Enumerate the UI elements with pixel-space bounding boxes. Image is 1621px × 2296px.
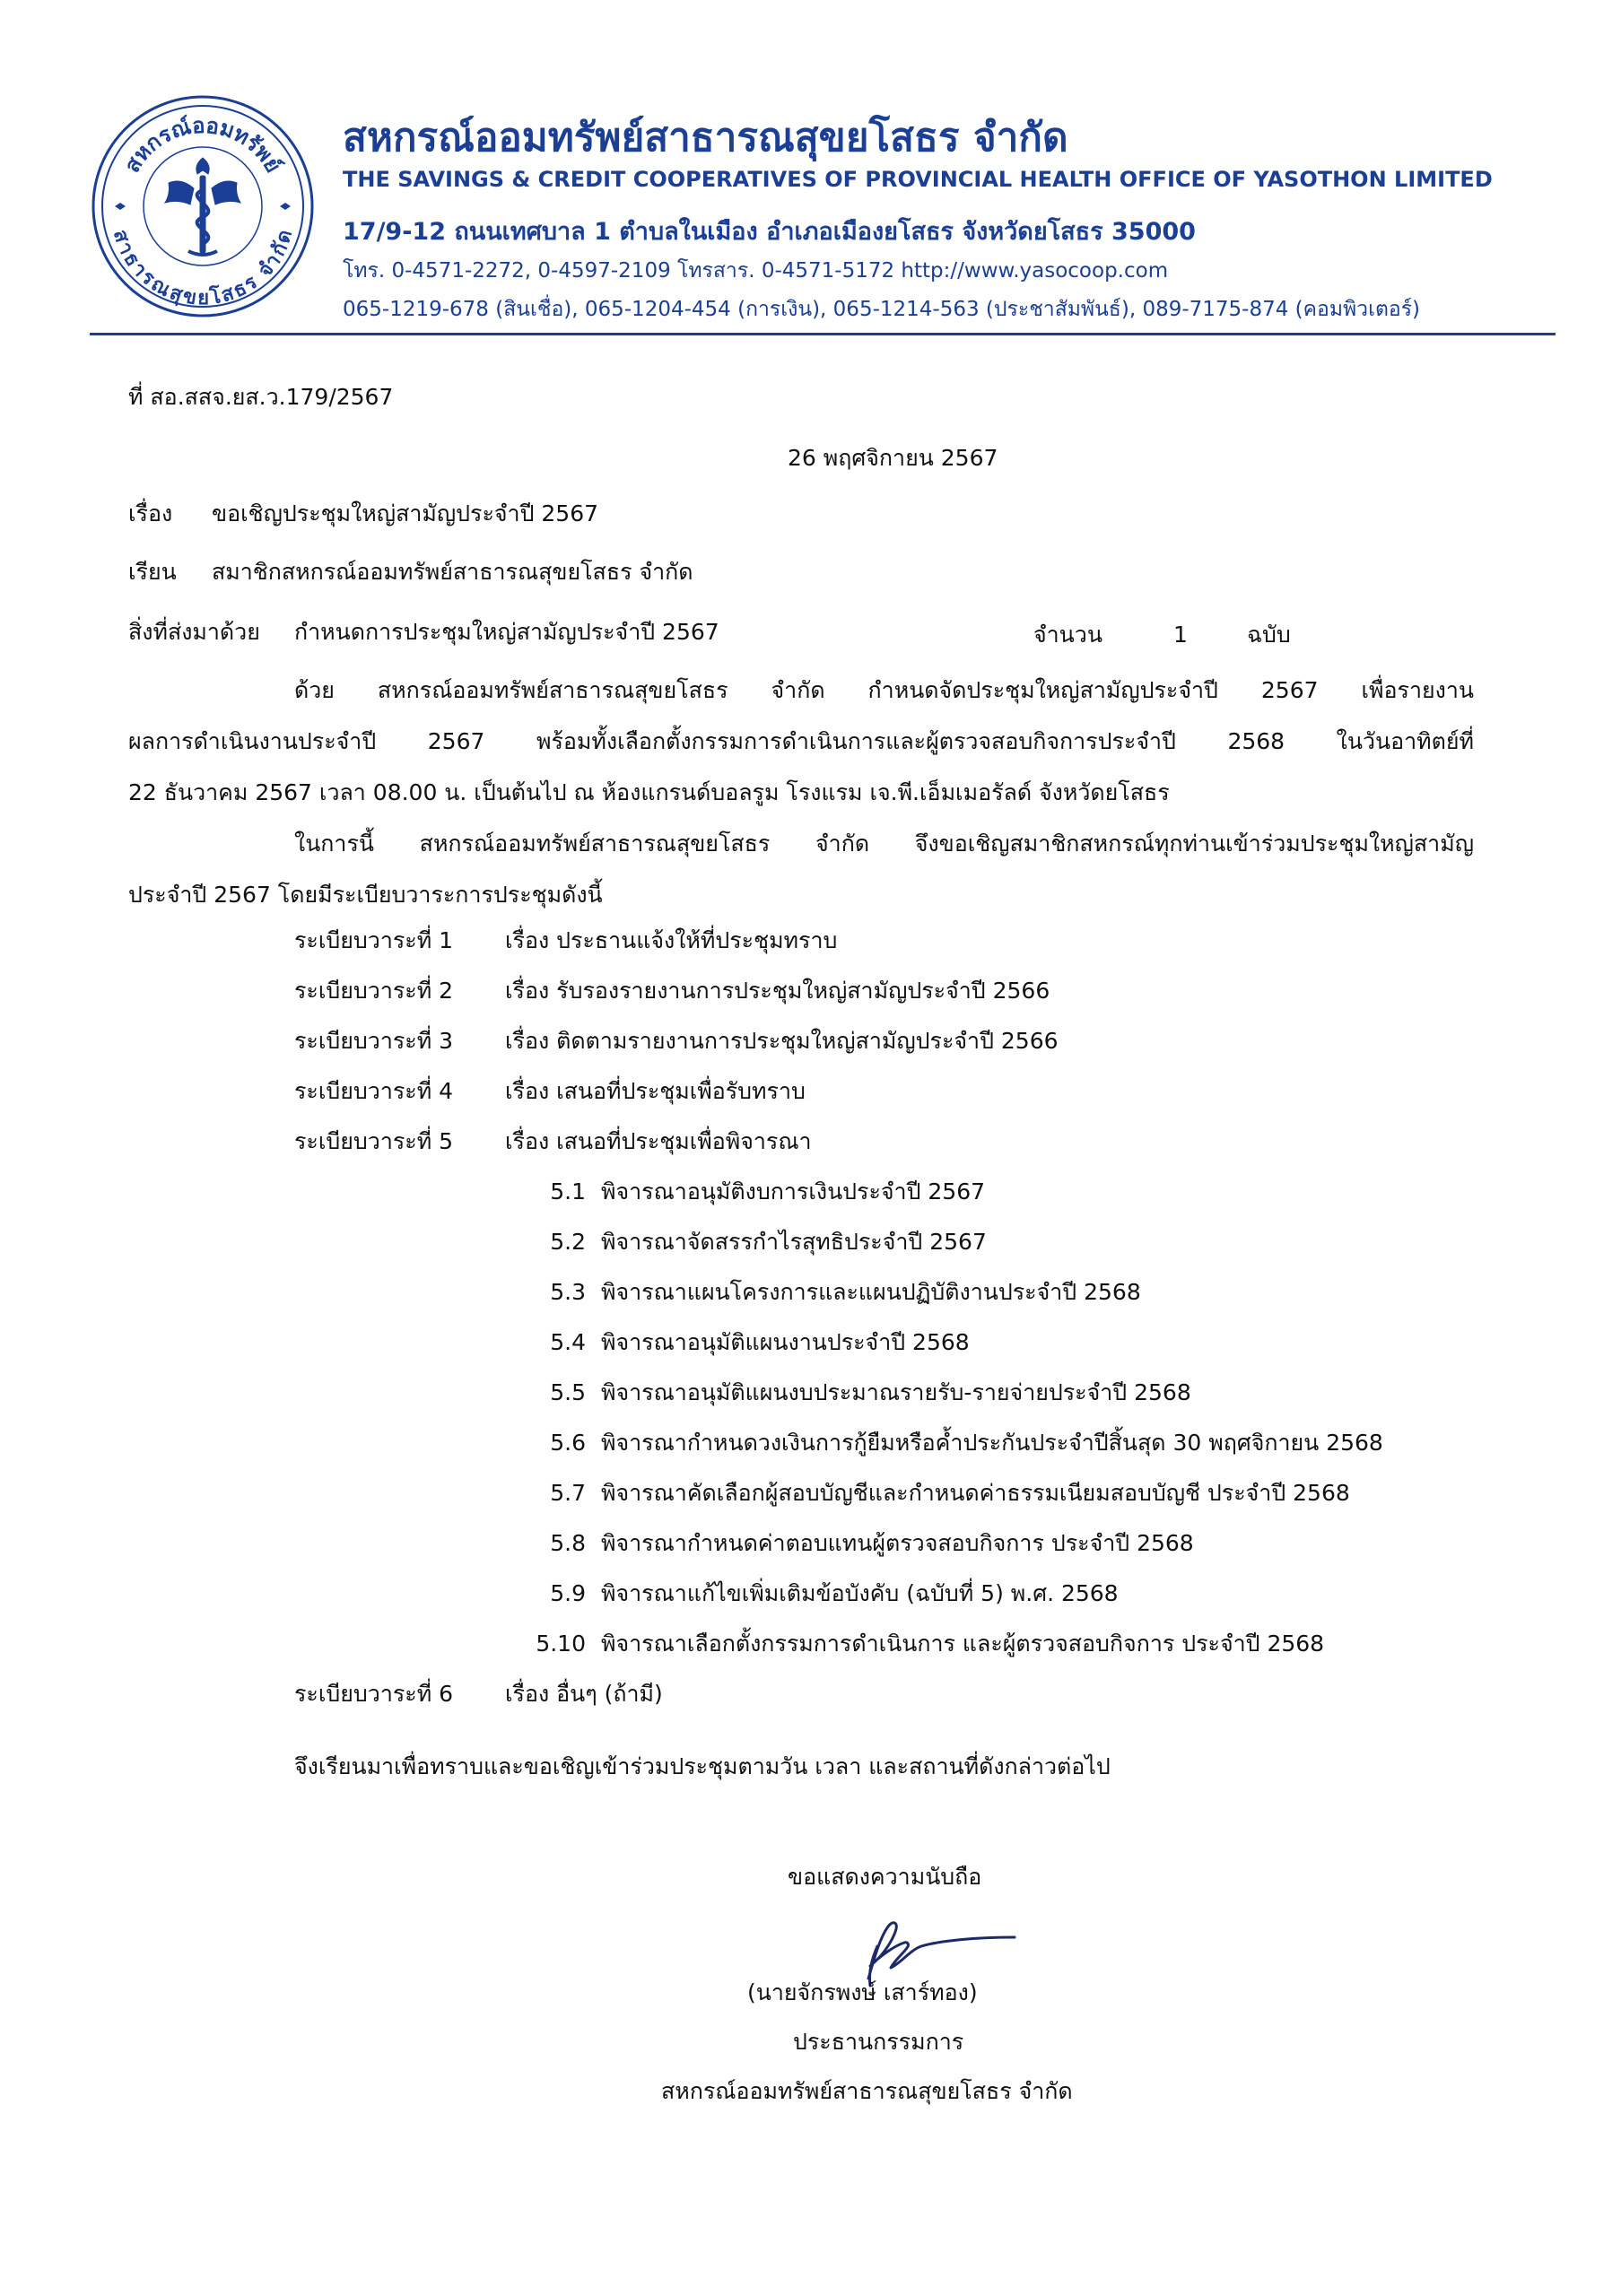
paragraph-1-line-2: ผลการดำเนินงานประจำปี 2567 พร้อมทั้งเลือกตั้งกรรมการดำเนินการและผู้ตรวจสอบกิจการประจำปี 2568 ในวันอาทิตย์ที่: [128, 728, 1474, 754]
enclosure-unit: ฉบับ: [1247, 622, 1291, 648]
org-name-thai: สหกรณ์ออมทรัพย์สาธารณสุขยโสธร จำกัด: [343, 115, 1068, 161]
subitem-number-5-7: 5.7: [550, 1480, 586, 1506]
subitem-text-5-5: พิจารณาอนุมัติแผนงบประมาณรายรับ-รายจ่ายประจำปี 2568: [601, 1379, 1191, 1405]
agenda-label-6: ระเบียบวาระที่ 6: [294, 1681, 454, 1707]
subitem-number-5-1: 5.1: [550, 1178, 586, 1205]
paragraph-2-line-1: ในการนี้ สหกรณ์ออมทรัพย์สาธารณสุขยโสธร จำกัด จึงขอเชิญสมาชิกสหกรณ์ทุกท่านเข้าร่วมประชุมใหญ่สามัญ: [294, 831, 1474, 857]
subitem-text-5-8: พิจารณากำหนดค่าตอบแทนผู้ตรวจสอบกิจการ ประจำปี 2568: [601, 1530, 1194, 1556]
subitem-text-5-1: พิจารณาอนุมัติงบการเงินประจำปี 2567: [601, 1178, 986, 1205]
org-name-english: THE SAVINGS & CREDIT COOPERATIVES OF PROVINCIAL HEALTH OFFICE OF YASOTHON LIMITED: [343, 167, 1493, 192]
subitem-number-5-9: 5.9: [550, 1580, 586, 1606]
subitem-number-5-5: 5.5: [550, 1379, 586, 1405]
reference-number: ที่ สอ.สสจ.ยส.ว.179/2567: [128, 384, 394, 410]
agenda-text-3: เรื่อง ติดตามรายงานการประชุมใหญ่สามัญประจำปี 2566: [505, 1028, 1059, 1054]
recipient-label: เรียน: [128, 559, 177, 585]
subitem-number-5-8: 5.8: [550, 1530, 586, 1556]
subject-label: เรื่อง: [128, 500, 173, 526]
recipient-text: สมาชิกสหกรณ์ออมทรัพย์สาธารณสุขยโสธร จำกัด: [212, 559, 693, 585]
agenda-label-2: ระเบียบวาระที่ 2: [294, 978, 454, 1004]
paragraph-2-line-2: ประจำปี 2567 โดยมีระเบียบวาระการประชุมดังนี้: [128, 882, 603, 908]
paragraph-1-line-1: ด้วย สหกรณ์ออมทรัพย์สาธารณสุขยโสธร จำกัด กำหนดจัดประชุมใหญ่สามัญประจำปี 2567 เพื่อรายงาน: [294, 677, 1474, 703]
subitem-text-5-3: พิจารณาแผนโครงการและแผนปฏิบัติงานประจำปี 2568: [601, 1279, 1141, 1305]
seal-text-top: สหกรณ์ออมทรัพย์: [119, 112, 287, 178]
org-contact-line: โทร. 0-4571-2272, 0-4597-2109 โทรสาร. 0-4571-5172 http://www.yasocoop.com: [343, 259, 1169, 283]
agenda-label-5: ระเบียบวาระที่ 5: [294, 1128, 454, 1154]
paragraph-1-line-3: 22 ธันวาคม 2567 เวลา 08.00 น. เป็นต้นไป ณ ห้องแกรนด์บอลรูม โรงแรม เจ.พี.เอ็มเมอรัลด์ จังหวัดยโสธร: [128, 779, 1170, 805]
subitem-text-5-2: พิจารณาจัดสรรกำไรสุทธิประจำปี 2567: [601, 1229, 987, 1255]
subitem-number-5-3: 5.3: [550, 1279, 586, 1305]
enclosure-label: สิ่งที่ส่งมาด้วย: [128, 619, 260, 645]
enclosure-text: กำหนดการประชุมใหญ่สามัญประจำปี 2567: [294, 619, 719, 645]
letter-date: 26 พฤศจิกายน 2567: [788, 445, 998, 471]
org-phone-numbers: 065-1219-678 (สินเชื่อ), 065-1204-454 (การเงิน), 065-1214-563 (ประชาสัมพันธ์), 089-7175-874 (คอมพิวเตอร์): [343, 298, 1421, 321]
enclosure-count-label: จำนวน: [1033, 622, 1102, 648]
subitem-text-5-6: พิจารณากำหนดวงเงินการกู้ยืมหรือค้ำประกันประจำปีสิ้นสุด 30 พฤศจิกายน 2568: [601, 1430, 1383, 1456]
subitem-number-5-2: 5.2: [550, 1229, 586, 1255]
subitem-number-5-10: 5.10: [536, 1631, 586, 1657]
agenda-label-3: ระเบียบวาระที่ 3: [294, 1028, 454, 1054]
letterhead-divider: [90, 333, 1556, 335]
agenda-label-4: ระเบียบวาระที่ 4: [294, 1078, 454, 1104]
seal-text-bottom: สาธารณสุขยโสธร จำกัด: [108, 227, 298, 310]
signer-title: ประธานกรรมการ: [793, 2029, 964, 2055]
agenda-text-5: เรื่อง เสนอที่ประชุมเพื่อพิจารณา: [505, 1128, 812, 1154]
regards-text: ขอแสดงความนับถือ: [788, 1864, 982, 1890]
subject-text: ขอเชิญประชุมใหญ่สามัญประจำปี 2567: [212, 500, 599, 526]
signer-organization: สหกรณ์ออมทรัพย์สาธารณสุขยโสธร จำกัด: [661, 2078, 1073, 2104]
subitem-text-5-9: พิจารณาแก้ไขเพิ่มเติมข้อบังคับ (ฉบับที่ 5) พ.ศ. 2568: [601, 1580, 1119, 1606]
agenda-label-1: ระเบียบวาระที่ 1: [294, 927, 454, 953]
agenda-text-6: เรื่อง อื่นๆ (ถ้ามี): [505, 1681, 663, 1707]
agenda-text-4: เรื่อง เสนอที่ประชุมเพื่อรับทราบ: [505, 1078, 806, 1104]
agenda-text-2: เรื่อง รับรองรายงานการประชุมใหญ่สามัญประจำปี 2566: [505, 978, 1050, 1004]
org-address: 17/9-12 ถนนเทศบาล 1 ตำบลในเมือง อำเภอเมืองยโสธร จังหวัดยโสธร 35000: [343, 218, 1196, 246]
handwritten-signature: [815, 1892, 1030, 1993]
enclosure-count: 1: [1173, 622, 1188, 648]
subitem-text-5-4: พิจารณาอนุมัติแผนงานประจำปี 2568: [601, 1329, 970, 1355]
cooperative-seal-logo: [90, 93, 316, 319]
subitem-number-5-6: 5.6: [550, 1430, 586, 1456]
subitem-number-5-4: 5.4: [550, 1329, 586, 1355]
signer-name: (นายจักรพงษ์ เสาร์ทอง): [747, 1979, 978, 2005]
subitem-text-5-10: พิจารณาเลือกตั้งกรรมการดำเนินการ และผู้ตรวจสอบกิจการ ประจำปี 2568: [601, 1631, 1325, 1657]
closing-sentence: จึงเรียนมาเพื่อทราบและขอเชิญเข้าร่วมประชุมตามวัน เวลา และสถานที่ดังกล่าวต่อไป: [294, 1753, 1111, 1779]
agenda-text-1: เรื่อง ประธานแจ้งให้ที่ประชุมทราบ: [505, 927, 838, 953]
subitem-text-5-7: พิจารณาคัดเลือกผู้สอบบัญชีและกำหนดค่าธรรมเนียมสอบบัญชี ประจำปี 2568: [601, 1480, 1350, 1506]
